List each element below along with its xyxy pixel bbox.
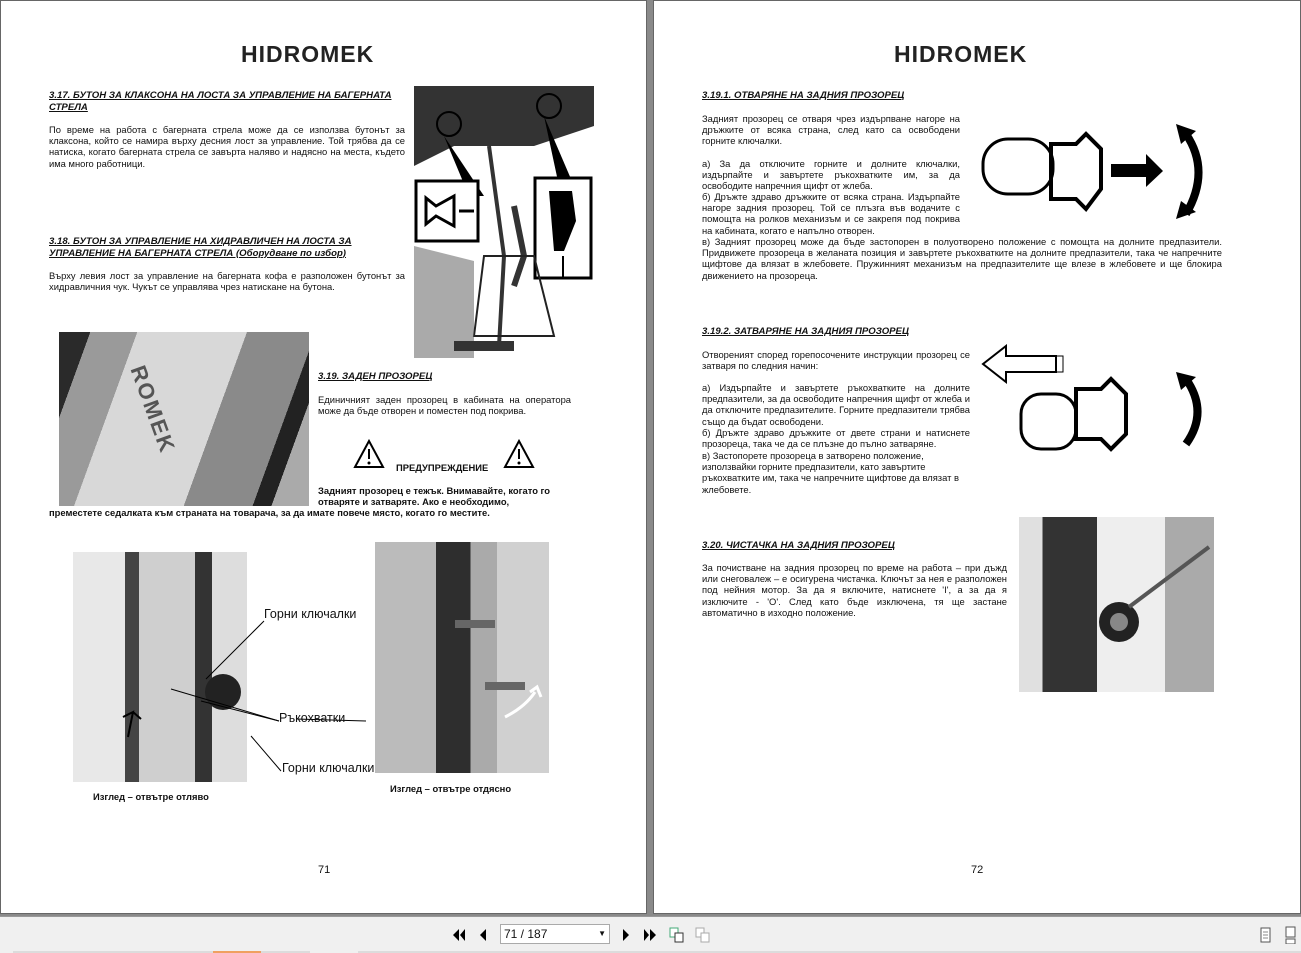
page-number: 71 <box>318 864 331 876</box>
page-number-value: 71 / 187 <box>504 927 548 941</box>
pdf-page-72 <box>653 0 1301 914</box>
caption-inside-right: Изглед – отвътре отдясно <box>390 783 512 794</box>
first-page-button[interactable] <box>450 926 468 944</box>
warning-text-continued: преместете седалката към страната на товарача, за да имате повече място, когато го местите. <box>49 507 490 518</box>
continuous-view-button[interactable] <box>1282 926 1300 944</box>
section-3-20-heading: 3.20. ЧИСТАЧКА НА ЗАДНИЯ ПРОЗОРЕЦ <box>702 540 895 551</box>
previous-page-button[interactable] <box>474 926 492 944</box>
pdf-navigation-toolbar <box>0 916 1301 953</box>
callout-lines <box>161 601 391 781</box>
section-3-19-1-step-b: б) Дръжте здраво дръжките от всяка страна. Издърпайте нагоре задния прозорец. Той се плъзга във водачите с помощта на ролков механизъм и се закрепя под покрива на кабината, когато е напълно отворен. <box>702 191 960 236</box>
single-page-view-icon <box>1260 927 1272 943</box>
warning-text: Задният прозорец е тежък. Внимавайте, когато го отваряте и затваряте. Ако е необходимо, <box>318 485 551 508</box>
section-3-19-2-intro: Отвореният според горепосочените инструкции прозорец се затваря по следния начин: <box>702 349 970 372</box>
inside-right-view-photo <box>375 542 549 773</box>
window-latch-open-illustration <box>981 119 1213 224</box>
previous-page-icon <box>476 928 490 942</box>
go-back-view-icon <box>669 927 685 943</box>
pdf-page-71 <box>0 0 647 914</box>
label-upper-latches: Горни ключалки <box>282 761 375 775</box>
section-3-19-2-step-b: б) Дръжте здраво дръжките от двете страни и натиснете прозореца, така че да се плъзне до пълно затваряне. <box>702 427 970 450</box>
single-page-view-button[interactable] <box>1257 926 1275 944</box>
rear-window-cab-photo <box>59 332 309 506</box>
section-3-19-2-step-c: в) Застопорете прозореца в затворено положение, използвайки горните предпазители, като завъртите ръкохватките им, така че напречните щифтове да влязат в жлебовете. <box>702 450 959 495</box>
section-3-19-2-step-a: а) Издърпайте и завъртете ръкохватките на долните предпазители, за да освободите напречния щифт от жлеба и да отключите предпазителите. Горните предпазители трябва също да бъдат освободени. <box>702 382 970 427</box>
go-back-view-button[interactable] <box>668 926 686 944</box>
last-page-icon <box>643 928 657 942</box>
next-page-icon <box>619 928 633 942</box>
go-forward-view-button[interactable] <box>694 926 712 944</box>
go-forward-view-icon <box>695 927 711 943</box>
hidromek-logo: HIDROMEK <box>241 41 375 67</box>
label-handles: Ръкохватки <box>279 711 346 725</box>
window-latch-close-illustration <box>981 344 1213 454</box>
warning-label: ПРЕДУПРЕЖДЕНИЕ <box>396 462 489 473</box>
section-3-19-2-heading: 3.19.2. ЗАТВАРЯНЕ НА ЗАДНИЯ ПРОЗОРЕЦ <box>702 326 909 337</box>
section-3-20-text: За почистване на задния прозорец по време на работа – при дъжд или снеговалеж – е осигурена чистачка. Ключът за нея е разположен под нейния мотор. За да я включите, натиснете 'I', а за да я изключите - 'O'. След като бъде изключена, тя ще застане автоматично в изходно положение. <box>702 562 1007 618</box>
caption-inside-left: Изглед – отвътре отляво <box>93 791 209 802</box>
section-3-19-1-heading: 3.19.1. ОТВАРЯНЕ НА ЗАДНИЯ ПРОЗОРЕЦ <box>702 90 905 101</box>
warning-icon <box>503 439 535 474</box>
first-page-icon <box>452 928 466 942</box>
label-upper-latches: Горни ключалки <box>264 607 357 621</box>
section-3-17-heading: 3.17. БУТОН ЗА КЛАКСОНА НА ЛОСТА ЗА УПРАВЛЕНИЕ НА БАГЕРНАТА СТРЕЛА <box>49 90 392 113</box>
section-3-18-text: Върху левия лост за управление на багерната кофа е разположен бутонът за хидравличния чук. Чукът се управлява чрез натискане на бутона. <box>49 270 405 293</box>
warning-icon <box>353 439 385 474</box>
section-3-19-1-intro: Задният прозорец се отваря чрез издърпване нагоре на дръжките от всяка страна, след като са освободени горните ключалки. <box>702 113 960 147</box>
section-3-19-1-step-c: в) Задният прозорец може да бъде застопорен в полуотворено положение с помощта на долните предпазители. Придвижете прозореца в желаната позиция и завъртете ръкохватките на долните предпазители, така че напречните щифтове да влязат в жлебовете. Пружинният механизъм на предпазителите ще влезе в жлебовете и ще блокира движението на прозореца. <box>702 236 1222 281</box>
control-levers-illustration <box>414 86 594 358</box>
section-3-19-1-step-a: а) За да отключите горните и долните ключалки, издърпайте и завъртете ръкохватките им, за да освободите напречния щифт от жлеба. <box>702 158 960 192</box>
page-number: 72 <box>971 864 984 876</box>
section-3-17-text: По време на работа с багерната стрела може да се използва бутонът за клаксона, който се намира върху десния лост за управление. Той трябва да се натиска, когато багерната стрела се завърта наляво и надясно на места, където има много работници. <box>49 124 405 169</box>
chevron-down-icon: ▼ <box>598 929 606 938</box>
last-page-button[interactable] <box>641 926 659 944</box>
section-3-19-text: Единичният заден прозорец в кабината на оператора може да бъде отворен и поместен под покрива. <box>318 394 571 417</box>
page-number-dropdown[interactable] <box>500 924 610 944</box>
continuous-view-icon <box>1285 926 1297 944</box>
rear-wiper-motor-photo <box>1019 517 1214 692</box>
photo-logo: ROMEK <box>125 362 181 457</box>
section-3-19-heading: 3.19. ЗАДЕН ПРОЗОРЕЦ <box>318 371 433 382</box>
next-page-button[interactable] <box>617 926 635 944</box>
hidromek-logo: HIDROMEK <box>894 41 1028 67</box>
section-3-18-heading: 3.18. БУТОН ЗА УПРАВЛЕНИЕ НА ХИДРАВЛИЧЕН НА ЛОСТА ЗА УПРАВЛЕНИЕ НА БАГЕРНАТА СТРЕЛА (Оборудване по избор) <box>49 236 352 259</box>
